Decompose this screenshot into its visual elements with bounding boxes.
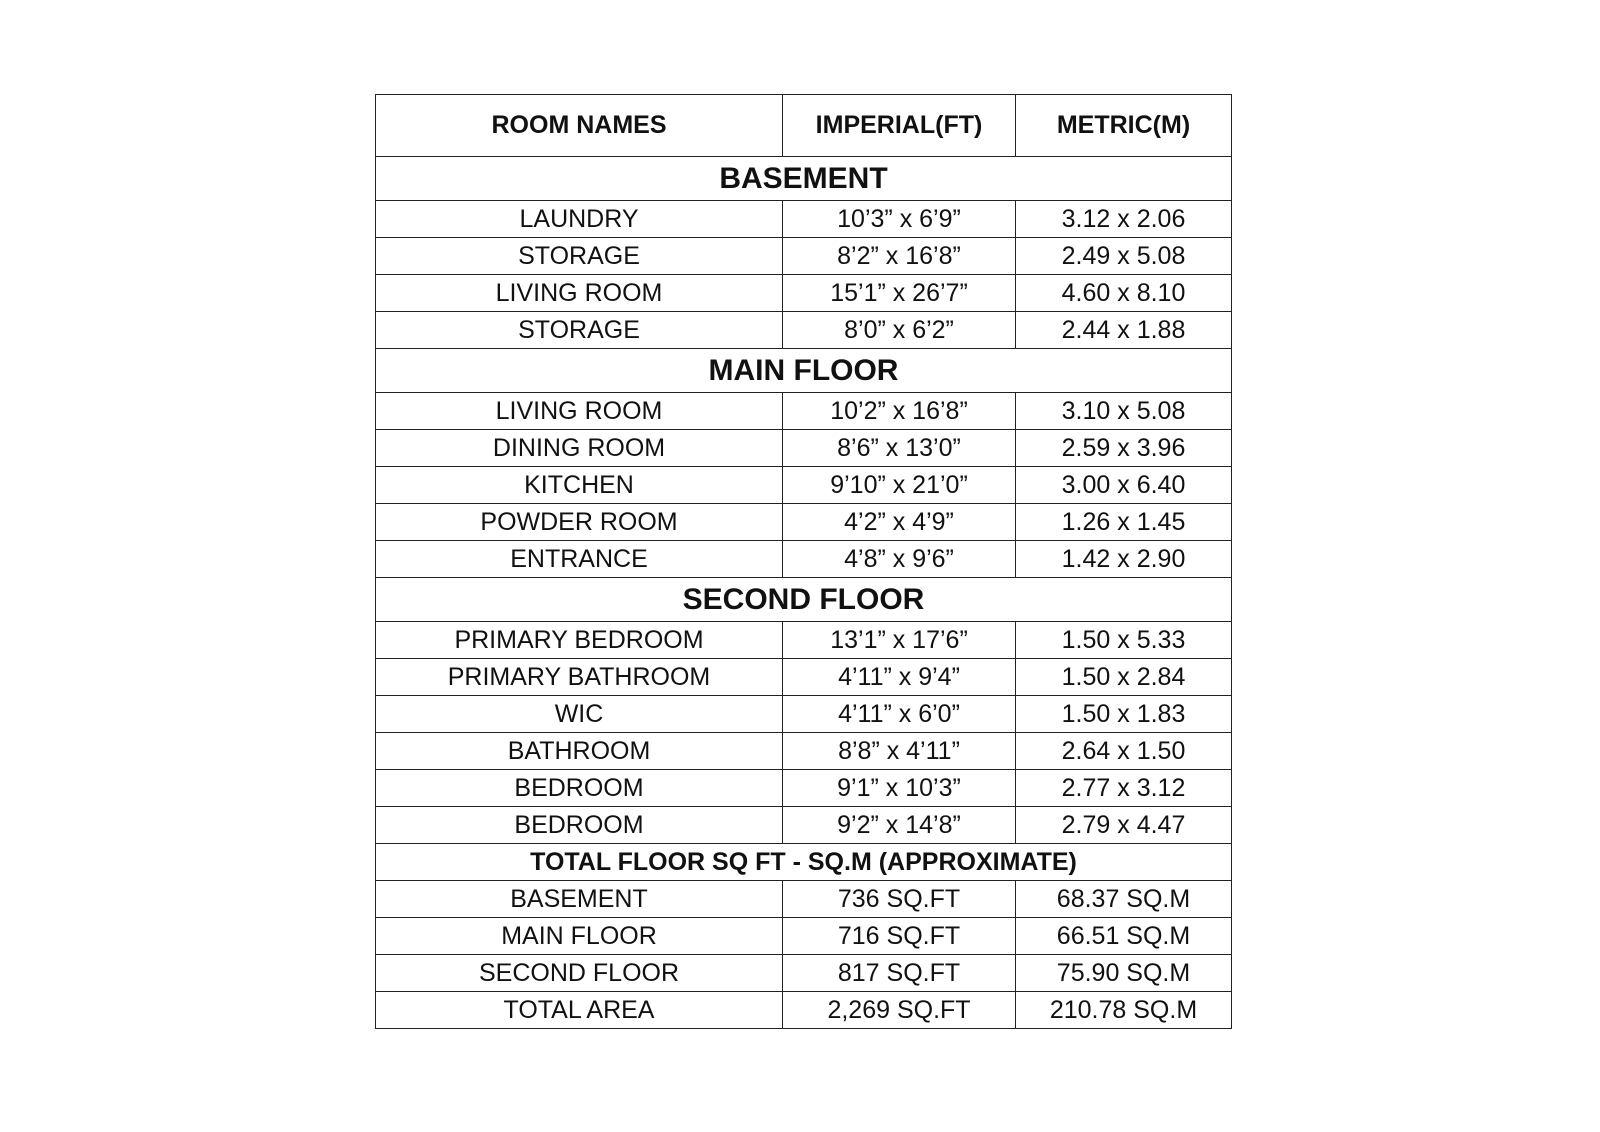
total-row — [376, 955, 1232, 992]
total-row — [376, 992, 1232, 1029]
header-metric: METRIC(M) — [1016, 95, 1232, 157]
table-row — [376, 807, 1232, 844]
metric-value: 4.60 x 8.10 — [1016, 275, 1232, 312]
table-row — [376, 238, 1232, 275]
table-row — [376, 622, 1232, 659]
table-row — [376, 467, 1232, 504]
total-row — [376, 918, 1232, 955]
room-name: WIC — [376, 696, 783, 733]
section-header-second-floor — [376, 578, 1232, 622]
imperial-area: 2,269 SQ.FT — [783, 992, 1016, 1029]
table-row — [376, 504, 1232, 541]
table-row — [376, 201, 1232, 238]
imperial-area: 716 SQ.FT — [783, 918, 1016, 955]
table-header-row — [376, 95, 1232, 157]
section-header-basement — [376, 157, 1232, 201]
imperial-area: 817 SQ.FT — [783, 955, 1016, 992]
imperial-value: 10’3” x 6’9” — [783, 201, 1016, 238]
totals-title: TOTAL FLOOR SQ FT - SQ.M (APPROXIMATE) — [376, 844, 1232, 881]
metric-value: 1.50 x 1.83 — [1016, 696, 1232, 733]
total-row — [376, 881, 1232, 918]
metric-value: 1.50 x 2.84 — [1016, 659, 1232, 696]
room-name: LIVING ROOM — [376, 275, 783, 312]
room-name: PRIMARY BATHROOM — [376, 659, 783, 696]
table-row — [376, 312, 1232, 349]
header-room-names: ROOM NAMES — [376, 95, 783, 157]
floor-name: MAIN FLOOR — [376, 918, 783, 955]
metric-area: 75.90 SQ.M — [1016, 955, 1232, 992]
metric-area: 66.51 SQ.M — [1016, 918, 1232, 955]
room-name: BATHROOM — [376, 733, 783, 770]
metric-value: 2.77 x 3.12 — [1016, 770, 1232, 807]
metric-area: 210.78 SQ.M — [1016, 992, 1232, 1029]
imperial-value: 8’2” x 16’8” — [783, 238, 1016, 275]
metric-value: 1.26 x 1.45 — [1016, 504, 1232, 541]
table-row — [376, 541, 1232, 578]
room-name: STORAGE — [376, 238, 783, 275]
section-title: BASEMENT — [376, 157, 1232, 201]
metric-value: 2.59 x 3.96 — [1016, 430, 1232, 467]
imperial-value: 4’11” x 6’0” — [783, 696, 1016, 733]
table-row — [376, 393, 1232, 430]
imperial-value: 8’0” x 6’2” — [783, 312, 1016, 349]
room-name: ENTRANCE — [376, 541, 783, 578]
metric-value: 3.00 x 6.40 — [1016, 467, 1232, 504]
totals-header — [376, 844, 1232, 881]
metric-value: 1.42 x 2.90 — [1016, 541, 1232, 578]
room-name: LIVING ROOM — [376, 393, 783, 430]
room-dimensions-table — [375, 94, 1232, 1029]
metric-value: 2.64 x 1.50 — [1016, 733, 1232, 770]
floor-name: SECOND FLOOR — [376, 955, 783, 992]
metric-value: 3.12 x 2.06 — [1016, 201, 1232, 238]
section-title: SECOND FLOOR — [376, 578, 1232, 622]
room-name: KITCHEN — [376, 467, 783, 504]
room-name: POWDER ROOM — [376, 504, 783, 541]
imperial-value: 9’10” x 21’0” — [783, 467, 1016, 504]
imperial-value: 4’11” x 9’4” — [783, 659, 1016, 696]
section-title: MAIN FLOOR — [376, 349, 1232, 393]
imperial-value: 10’2” x 16’8” — [783, 393, 1016, 430]
metric-value: 2.79 x 4.47 — [1016, 807, 1232, 844]
table-row — [376, 430, 1232, 467]
metric-value: 1.50 x 5.33 — [1016, 622, 1232, 659]
table-row — [376, 275, 1232, 312]
imperial-value: 9’1” x 10’3” — [783, 770, 1016, 807]
imperial-value: 13’1” x 17’6” — [783, 622, 1016, 659]
imperial-value: 4’8” x 9’6” — [783, 541, 1016, 578]
metric-value: 2.49 x 5.08 — [1016, 238, 1232, 275]
header-imperial: IMPERIAL(FT) — [783, 95, 1016, 157]
room-name: STORAGE — [376, 312, 783, 349]
room-name: PRIMARY BEDROOM — [376, 622, 783, 659]
imperial-area: 736 SQ.FT — [783, 881, 1016, 918]
imperial-value: 9’2” x 14’8” — [783, 807, 1016, 844]
room-name: DINING ROOM — [376, 430, 783, 467]
floor-name: TOTAL AREA — [376, 992, 783, 1029]
table-row — [376, 659, 1232, 696]
imperial-value: 4’2” x 4’9” — [783, 504, 1016, 541]
floor-name: BASEMENT — [376, 881, 783, 918]
imperial-value: 15’1” x 26’7” — [783, 275, 1016, 312]
table-row — [376, 733, 1232, 770]
room-name: BEDROOM — [376, 807, 783, 844]
room-name: LAUNDRY — [376, 201, 783, 238]
room-name: BEDROOM — [376, 770, 783, 807]
metric-value: 3.10 x 5.08 — [1016, 393, 1232, 430]
metric-area: 68.37 SQ.M — [1016, 881, 1232, 918]
section-header-main-floor — [376, 349, 1232, 393]
metric-value: 2.44 x 1.88 — [1016, 312, 1232, 349]
table-row — [376, 770, 1232, 807]
imperial-value: 8’6” x 13’0” — [783, 430, 1016, 467]
table-row — [376, 696, 1232, 733]
imperial-value: 8’8” x 4’11” — [783, 733, 1016, 770]
